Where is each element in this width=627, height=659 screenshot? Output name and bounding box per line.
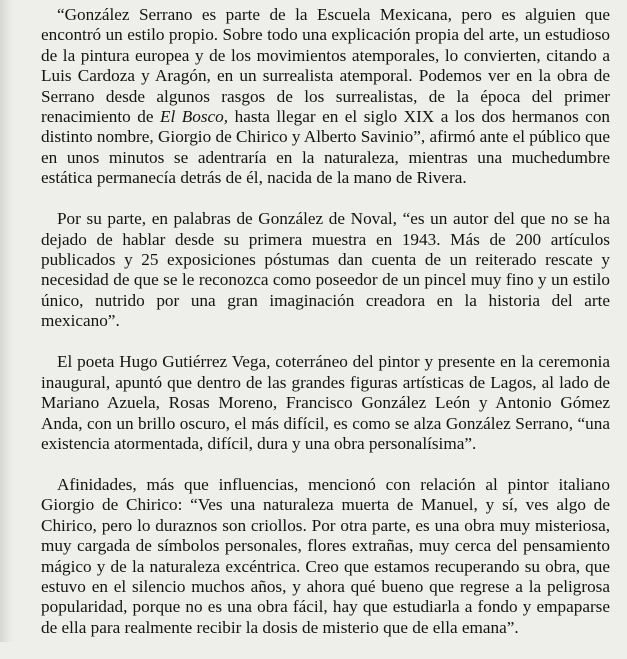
document-page — [41, 5, 610, 659]
paragraph-gutierrez-vega: El poeta Hugo Gutiérrez Vega, coterráneo del pintor y presente en la ceremonia inaugural, apuntó que dentro de las grandes figuras artísticas de Lagos, al lado de Mariano Azuela, Rosas Moreno, Francisco González León y Antonio Gómez Anda, con un brillo oscuro, el más difícil, es como se alza González Serrano, “una existencia atormentada, difícil, dura y una obra personalísima”. — [41, 352, 610, 453]
italic-title-el-bosco: El Bosco, — [159, 107, 229, 127]
paragraph-text: “González Serrano es parte de la Escuela Mexicana, pero es alguien que encontró un estilo propio. Sobre todo una explicación propia del arte, un estudioso de la pintura europea y de los movimientos atemporales, lo convierten, citando a Luis Cardoza y Aragón, en un surrealista atemporal. Podemos ver en la obra de Serrano desde algunos rasgos de los surrealistas, de la época del primer renacimiento de — [41, 5, 610, 127]
page-edge-shadow — [0, 0, 14, 642]
paragraph-text: hasta llegar en el siglo XIX a los dos hermanos con distinto nombre, Giorgio de Chirico y Alberto Savinio”, afirmó ante el público que en unos minutos se adentraría en la naturaleza, mientras una muchedumbre estática permanecía detrás de él, nacida de la mano de Rivera. — [41, 107, 611, 188]
paragraph-gonzalez-serrano-quote — [41, 5, 610, 189]
paragraph-afinidades: Afinidades, más que influencias, mencionó con relación al pintor italiano Giorgio de Chirico: “Ves una naturaleza muerta de Manuel, y sí, ves algo de Chirico, pero lo duraznos son criollos. Por otra parte, es una obra muy misteriosa, muy cargada de símbolos personales, flores extrañas, muy cerca del pensamiento mágico y de la naturaleza excéntrica. Creo que estamos recuperando su obra, que estuvo en el silencio muchos años, y ahora qué bueno que regrese a la peligrosa popularidad, porque no es una obra fácil, hay que estudiarla a fondo y empaparse de ella para realmente recibir la dosis de misterio que de ella emana”. — [41, 474, 610, 637]
paragraph-gonzalez-de-noval: Por su parte, en palabras de González de Noval, “es un autor del que no se ha dejado de hablar desde su primera muestra en 1943. Más de 200 artículos publicados y 25 exposiciones póstumas dan cuenta de un reiterado rescate y necesidad de que se le reconozca como poseedor de un pincel muy fino y un estilo único, nutrido por una gran imaginación creadora en la historia del arte mexicano”. — [41, 209, 610, 331]
